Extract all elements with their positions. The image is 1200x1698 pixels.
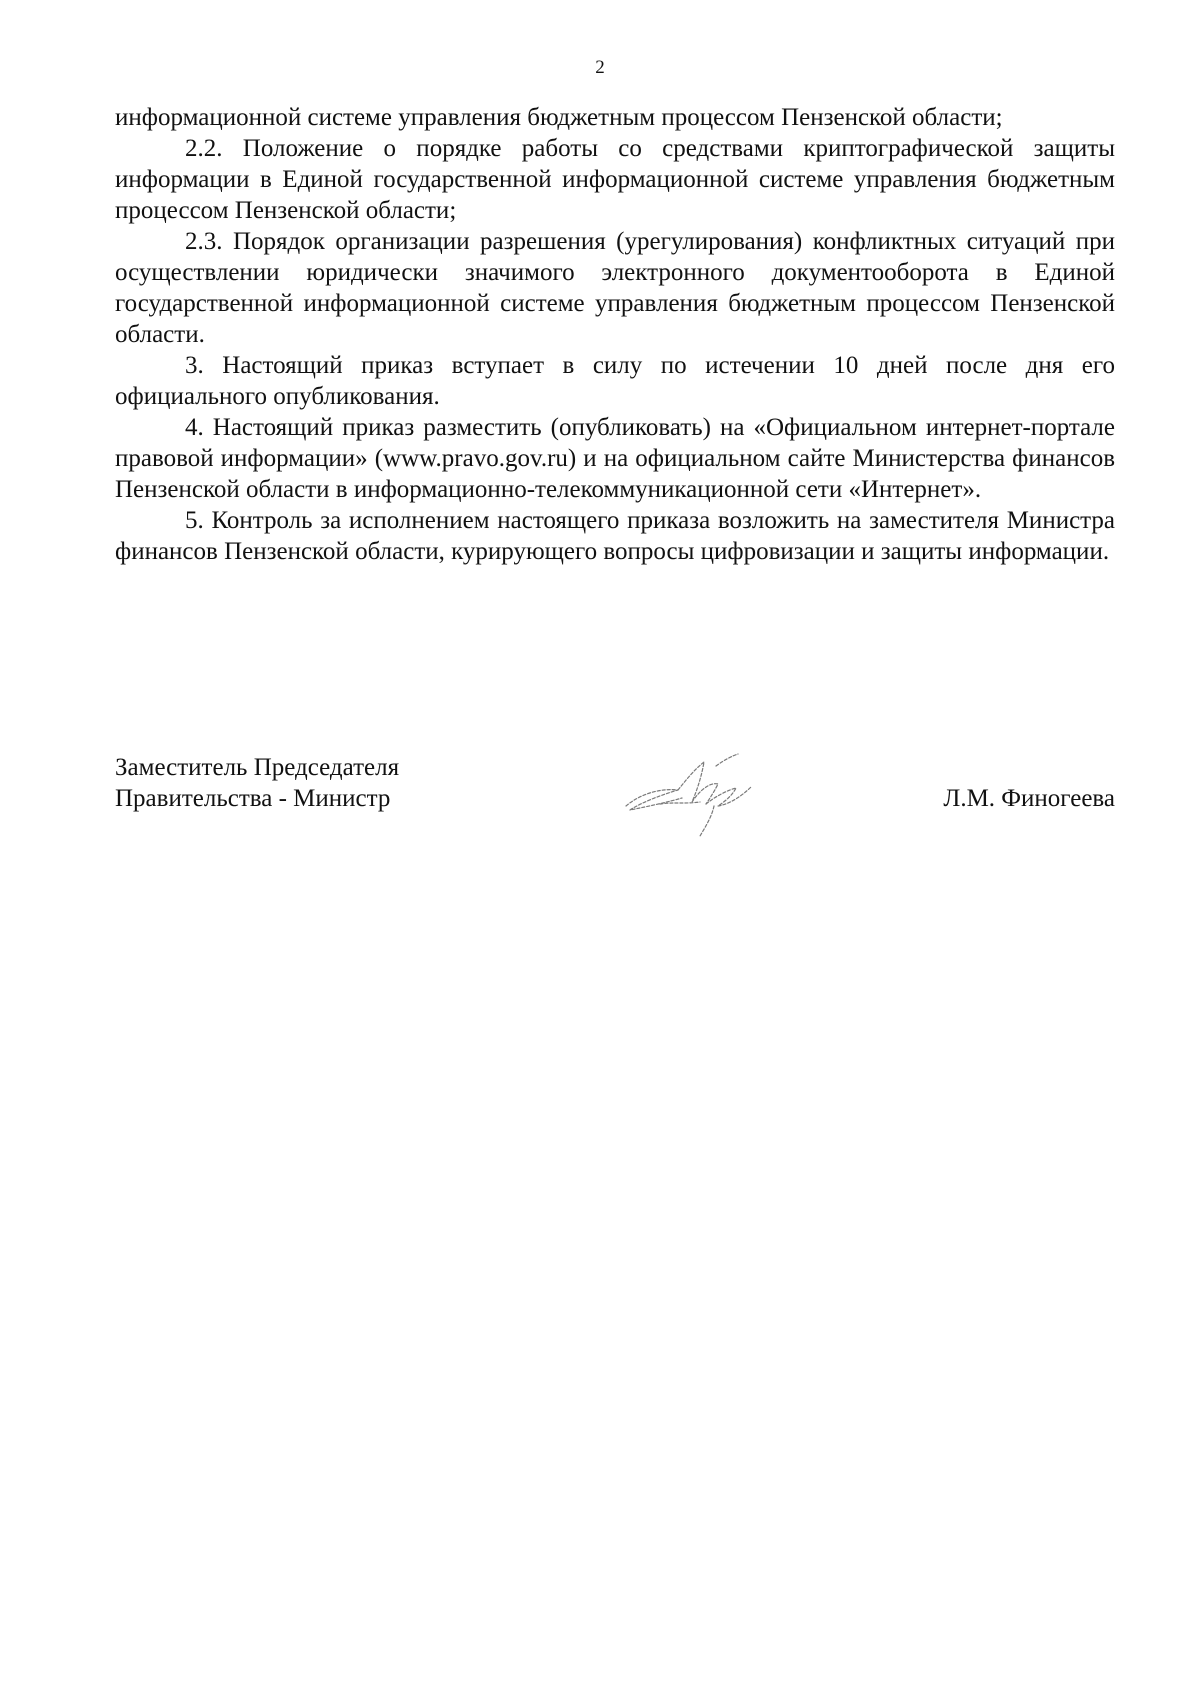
paragraph-3: 3. Настоящий приказ вступает в силу по истечении 10 дней после дня его официального опубликования. [115, 352, 1115, 410]
signatory-name: Л.М. Финогеева [943, 785, 1115, 812]
page-number: 2 [595, 57, 605, 78]
signature-block [115, 752, 1115, 852]
signatory-title-line-1: Заместитель Председателя [115, 754, 400, 781]
paragraph-5: 5. Контроль за исполнением настоящего приказа возложить на заместителя Министра финансов Пензенской области, курирующего вопросы цифровизации и защиты информации. [115, 507, 1115, 565]
paragraph-2-2: 2.2. Положение о порядке работы со средствами криптографической защиты информации в Единой государственной информационной системе управления бюджетным процессом Пензенской области; [115, 135, 1115, 224]
document-body [115, 102, 1115, 567]
paragraph-2-3: 2.3. Порядок организации разрешения (урегулирования) конфликтных ситуаций при осуществлении юридически значимого электронного документооборота в Единой государственной информационной системе управления бюджетным процессом Пензенской области. [115, 228, 1115, 348]
handwritten-signature [620, 744, 770, 844]
paragraph-4: 4. Настоящий приказ разместить (опубликовать) на «Официальном интернет-портале правовой информации» (www.pravo.gov.ru) и на официальном сайте Министерства финансов Пензенской области в информационно-телекоммуникационной сети «Интернет». [115, 414, 1115, 503]
signatory-title [115, 752, 399, 814]
paragraph-continuation: информационной системе управления бюджетным процессом Пензенской области; [115, 104, 1003, 131]
signatory-title-line-2: Правительства - Министр [115, 785, 391, 812]
